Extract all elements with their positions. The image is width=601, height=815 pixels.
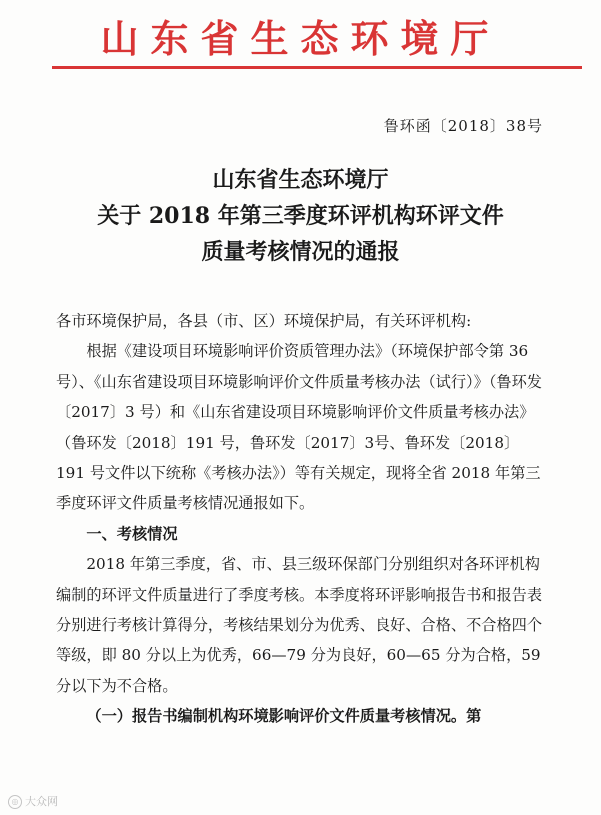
watermark-logo-icon: ◎ — [8, 795, 22, 809]
subsection-heading-reports: （一）报告书编制机构环境影响评价文件质量考核情况。第 — [86, 707, 482, 726]
paragraph-assessment: 2018 年第三季度，省、市、县三级环保部门分别组织对各环评机构编制的环评文件质量进行了季度考核。本季度将环评影响报告书和报告表分别进行考核计算得分，考核结果划分为优秀、良好、合格、不合格四个等级，即 80 分以上为优秀，66—79 分为良好，60—65 分为合格，59 分以下为不合格。 — [56, 555, 542, 695]
header-red-rule — [52, 66, 582, 69]
title-line-3: 质量考核情况的通报 — [201, 239, 400, 265]
paragraph-basis: 根据《建设项目环境影响评价资质管理办法》（环境保护部令第 36 号）、《山东省建设项目环境影响评价文件质量考核办法（试行）》（鲁环发〔2017〕3 号）和《山东省建设项目环境影响评价文件质量考核办法》（鲁环发〔2018〕191 号，鲁环发〔2017〕3号、鲁环发〔2018〕191 号文件以下统称《考核办法》）等有关规定，现将全省 2018 年第三季度环评文件质量考核情况通报如下。 — [56, 342, 542, 513]
document-body — [56, 306, 548, 732]
watermark — [8, 793, 58, 809]
watermark-text: 大众网 — [25, 795, 58, 808]
document-title — [0, 162, 601, 270]
title-line-2: 关于 2018 年第三季度环评机构环评文件 — [97, 203, 504, 229]
agency-header: 山东省生态环境厅 — [100, 16, 501, 61]
salutation: 各市环境保护局，各县（市、区）环境保护局，有关环评机构: — [56, 312, 472, 330]
section-heading-assessment: 一、考核情况 — [86, 524, 178, 543]
title-line-1: 山东省生态环境厅 — [212, 167, 389, 193]
document-number: 鲁环函〔2018〕38号 — [383, 117, 543, 135]
